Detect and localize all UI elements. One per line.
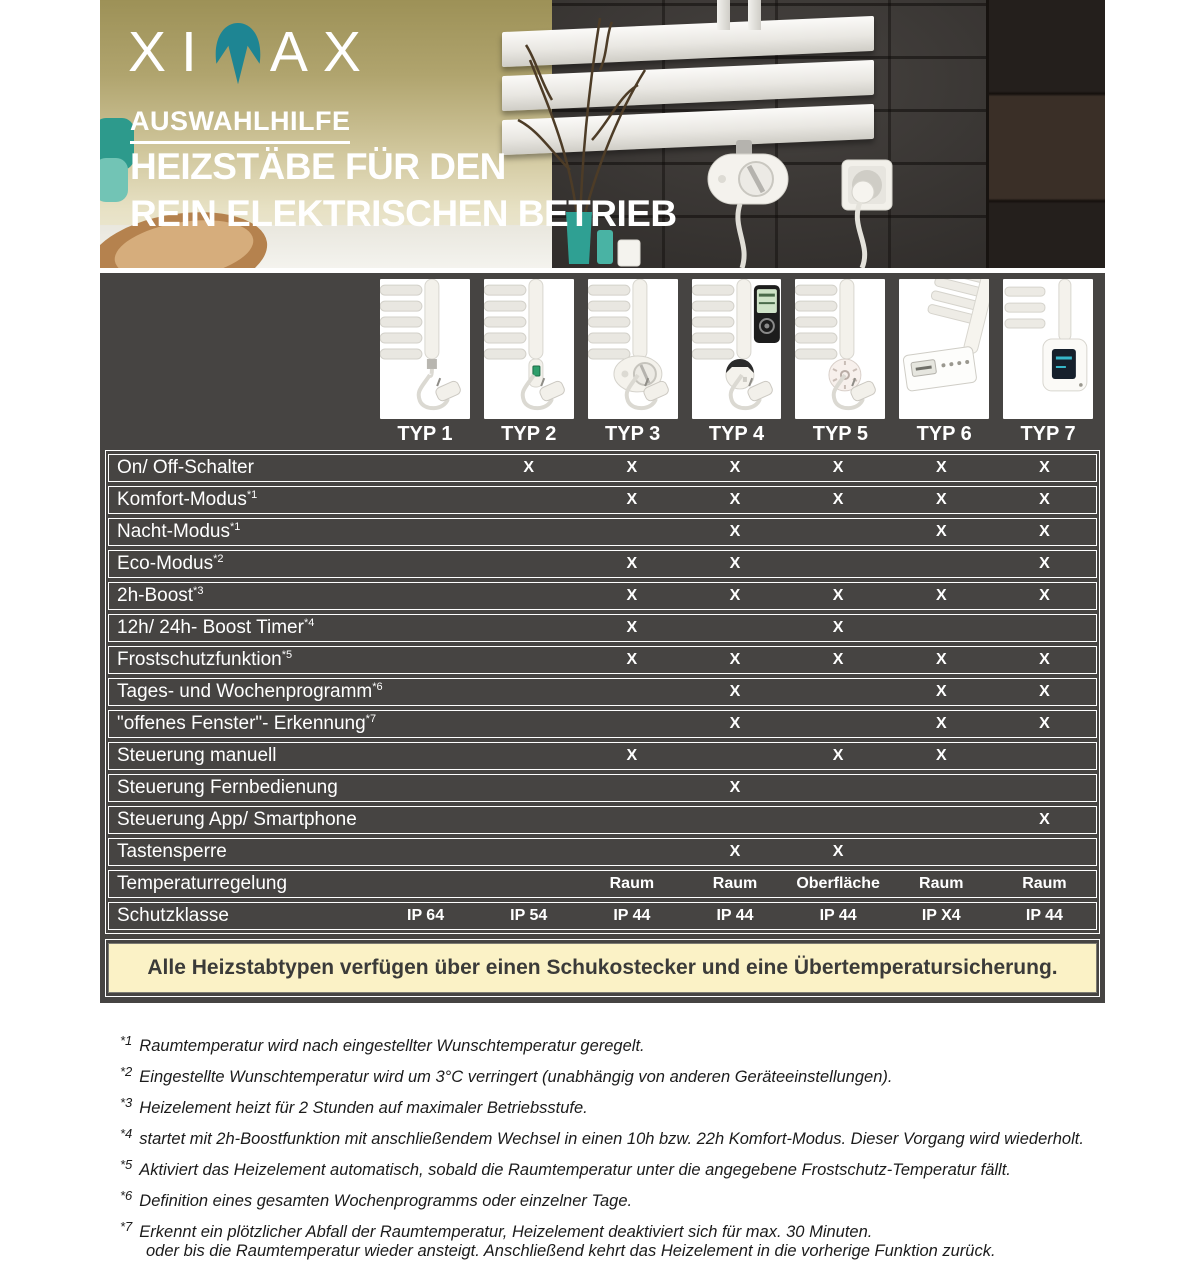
feature-label: 12h/ 24h- Boost Timer$^{*4}$ [117,617,315,638]
value-typ5: X [832,651,844,668]
page-title-line2: REIN ELEKTRISCHEN BETRIEB [130,193,677,234]
product-photo-typ5 [795,279,885,419]
table-row [108,582,1097,610]
footnote-text: Heizelement heizt für 2 Stunden auf maximaler Betriebsstufe. [139,1099,588,1117]
footnote-marker: *3 [120,1095,133,1110]
table-row [108,646,1097,674]
value-typ4: X [729,779,741,796]
value-typ7: X [1039,811,1050,828]
footnote [120,1031,1105,1056]
feature-label: Schutzklasse [117,905,229,926]
table-row [108,454,1097,482]
footnote-marker: *2 [120,1064,133,1079]
wall-outlet [842,160,892,268]
feature-table [105,450,1100,934]
value-typ7: X [1039,587,1050,604]
value-typ5: IP 44 [819,907,857,924]
towels [100,118,134,202]
value-typ7: IP 44 [1025,907,1063,924]
value-typ3: X [626,619,638,636]
value-typ7: X [1039,523,1050,540]
feature-label: Eco-Modus$^{*2}$ [117,553,224,574]
footnote-text: Eingestellte Wunschtemperatur wird um 3°C verringert (unabhängig von anderen Geräteeinstellungen). [139,1068,893,1086]
footnote-ref: *2 [213,553,224,565]
footnote-text: Definition eines gesamten Wochenprogramms oder einzelner Tage. [139,1192,633,1210]
type-label: TYP 5 [812,423,868,445]
footnote [120,1155,1105,1180]
value-typ5: X [832,619,844,636]
product-photo-typ1 [380,279,470,419]
footnote-ref: *1 [230,521,241,533]
product-image-row [105,279,1100,419]
footnote-marker: *6 [120,1188,133,1203]
value-typ7: X [1039,459,1050,476]
value-typ5: X [832,747,844,764]
banner-frame [105,939,1100,997]
footnote-text: Raumtemperatur wird nach eingestellter Wunschtemperatur geregelt. [139,1037,645,1055]
footnote [120,1217,1105,1261]
feature-label: Tages- und Wochenprogramm$^{*6}$ [117,681,383,702]
type-label: TYP 1 [397,423,453,445]
value-typ5: X [832,491,844,508]
footnote-marker: *5 [120,1157,133,1172]
feature-label: Tastensperre [117,841,227,862]
type-label: TYP 2 [501,423,557,445]
value-typ6: X [935,587,947,604]
value-typ4: X [729,523,741,540]
feature-label: On/ Off-Schalter [117,457,254,478]
product-photo-typ4 [692,279,782,419]
feature-label: Temperaturregelung [117,873,288,894]
ximax-logo [128,14,376,90]
table-row [108,902,1097,930]
footnote [120,1186,1105,1211]
heating-element [708,140,788,268]
table-row [108,870,1097,898]
value-typ7: X [1039,715,1050,732]
footnote [120,1062,1105,1087]
footnote-marker: *7 [120,1219,133,1234]
feature-label: 2h-Boost$^{*3}$ [117,585,204,606]
logo-text-prefix: XI [128,20,212,84]
type-label: TYP 6 [916,423,972,445]
value-typ4: X [729,715,741,732]
feature-label: Frostschutzfunktion$^{*5}$ [117,649,293,670]
table-row [108,806,1097,834]
value-typ4: Raum [712,875,758,892]
value-typ1: IP 64 [407,907,445,924]
value-typ6: X [935,459,947,476]
value-typ7: X [1039,555,1050,572]
value-typ4: X [729,587,741,604]
value-typ2: IP 54 [510,907,548,924]
ximax-m-icon [208,16,268,90]
value-typ5: Oberfläche [796,875,880,892]
product-photo-typ7 [1003,279,1093,419]
type-label: TYP 4 [708,423,765,445]
value-typ7: Raum [1022,875,1067,892]
feature-label: Steuerung App/ Smartphone [117,809,357,830]
value-typ6: IP X4 [921,907,961,924]
value-typ3: Raum [609,875,655,892]
value-typ6: X [935,715,947,732]
footnote-ref: *3 [193,585,204,597]
value-typ6: X [935,683,947,700]
feature-label: "offenes Fenster"- Erkennung$^{*7}$ [117,713,377,734]
comparison-panel [100,273,1105,1003]
table-row [108,710,1097,738]
value-typ6: X [935,747,947,764]
footnote-text: Erkennt ein plötzlicher Abfall der Raumtemperatur, Heizelement deaktiviert sich für max. 30 Minuten. [139,1223,873,1241]
page-title-line1: HEIZSTÄBE FÜR DEN [130,146,506,187]
table-row [108,742,1097,770]
hero-photo [100,0,1105,268]
product-photo-typ2 [484,279,574,419]
value-typ7: X [1039,651,1050,668]
value-typ7: X [1039,491,1050,508]
value-typ3: X [626,491,638,508]
value-typ5: X [832,587,844,604]
value-typ4: X [729,491,741,508]
value-typ3: X [626,747,638,764]
table-row [108,678,1097,706]
footnote-ref: *4 [303,617,315,629]
value-typ4: X [729,843,741,860]
value-typ5: X [832,843,844,860]
table-row [108,774,1097,802]
schuko-note-banner: Alle Heizstabtypen verfügen über einen Schukostecker und eine Übertemperatursicherung. [108,943,1097,993]
table-row [108,486,1097,514]
value-typ4: IP 44 [716,907,754,924]
page [100,0,1105,1267]
feature-label: Steuerung Fernbedienung [117,777,338,798]
value-typ3: X [626,555,638,572]
footnote-ref: *1 [246,489,258,501]
table-row [108,614,1097,642]
footnote-text-continued: oder bis die Raumtemperatur wieder ansteigt. Anschließend kehrt das Heizelement in die vorherige Funktion zurück. [146,1242,996,1260]
footnote-marker: *4 [120,1126,133,1141]
feature-label: Komfort-Modus$^{*1}$ [117,489,258,510]
footnote-marker: *1 [120,1033,133,1048]
value-typ4: X [729,651,741,668]
table-row [108,518,1097,546]
table-row [108,838,1097,866]
type-label: TYP 7 [1020,423,1076,445]
value-typ5: X [832,459,844,476]
footnote-ref: *5 [281,649,293,661]
footnote [120,1124,1105,1149]
value-typ6: X [935,523,947,540]
footnote [120,1093,1105,1118]
feature-label: Steuerung manuell [117,745,277,766]
value-typ3: IP 44 [613,907,651,924]
type-label: TYP 3 [605,423,661,445]
footnote-text: startet mit 2h-Boostfunktion mit anschließendem Wechsel in einen 10h bzw. 22h Komfort-Modus. Dieser Vorgang wird wiederholt. [139,1130,1084,1148]
footnote-ref: *6 [372,681,383,693]
value-typ3: X [626,651,638,668]
table-row [108,550,1097,578]
value-typ6: X [935,651,947,668]
value-typ2: X [523,459,535,476]
footnote-ref: *7 [365,713,377,725]
value-typ7: X [1039,683,1050,700]
logo-text-suffix: AX [269,20,376,84]
type-label-row [105,419,1100,449]
value-typ6: Raum [919,875,964,892]
value-typ4: X [729,683,741,700]
value-typ3: X [626,459,638,476]
footnote-text: Aktiviert das Heizelement automatisch, sobald die Raumtemperatur unter die angegebene Frostschutz-Temperatur fällt. [139,1161,1011,1179]
value-typ4: X [729,555,741,572]
value-typ6: X [935,491,947,508]
value-typ4: X [729,459,741,476]
footnotes [120,1031,1105,1261]
product-photo-typ6 [899,279,989,419]
eyebrow-title: AUSWAHLHILFE [130,106,350,144]
feature-label: Nacht-Modus$^{*1}$ [117,521,241,542]
product-photo-typ3 [588,279,678,419]
value-typ3: X [626,587,638,604]
